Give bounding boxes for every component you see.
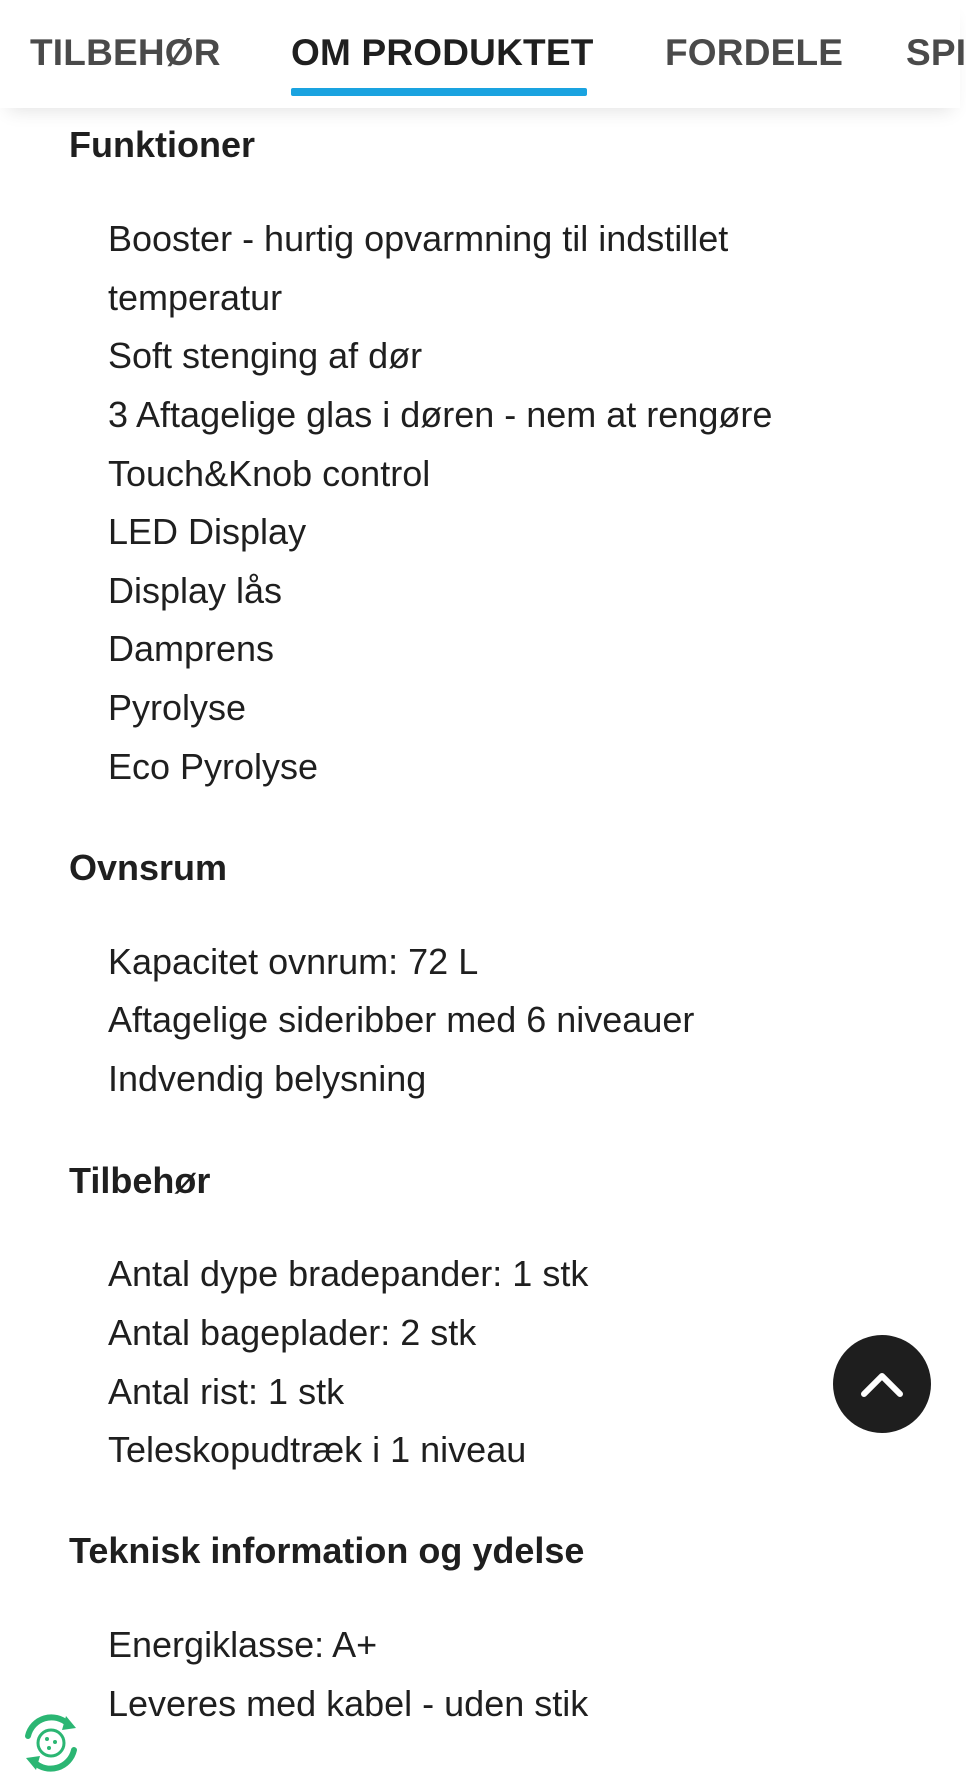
list-item: Booster - hurtig opvarmning til indstillet <box>108 218 729 259</box>
list-item: Indvendig belysning <box>108 1058 427 1099</box>
chevron-up-icon <box>859 1369 905 1399</box>
list-item: 3 Aftagelige glas i døren - nem at rengøre <box>108 394 773 435</box>
list-item: Teleskopudtræk i 1 niveau <box>108 1429 527 1470</box>
section-title-teknisk-information: Teknisk information og ydelse <box>69 1530 585 1571</box>
product-tab-bar <box>0 0 966 108</box>
list-item: Antal rist: 1 stk <box>108 1371 345 1412</box>
list-item: temperatur <box>108 277 283 318</box>
cookie-consent-icon <box>16 1708 86 1778</box>
list-item: Eco Pyrolyse <box>108 746 319 787</box>
section-title-tilbehor: Tilbehør <box>69 1160 211 1201</box>
section-title-funktioner: Funktioner <box>69 124 255 165</box>
list-item: Antal dype bradepander: 1 stk <box>108 1253 589 1294</box>
list-item: Damprens <box>108 628 275 669</box>
list-item: Soft stenging af dør <box>108 335 423 376</box>
list-item: Pyrolyse <box>108 687 247 728</box>
list-item: Aftagelige sideribber med 6 niveauer <box>108 999 695 1040</box>
list-item: Antal bageplader: 2 stk <box>108 1312 477 1353</box>
cookie-consent-button[interactable] <box>16 1708 86 1778</box>
active-tab-indicator <box>291 88 587 96</box>
list-item: Display lås <box>108 570 283 611</box>
list-item: Energiklasse: A+ <box>108 1624 378 1665</box>
scroll-to-top-button[interactable] <box>833 1335 931 1433</box>
tab-fordele[interactable]: FORDELE <box>665 32 844 73</box>
section-title-ovnsrum: Ovnsrum <box>69 847 228 888</box>
tab-om-produktet[interactable]: OM PRODUKTET <box>291 32 594 73</box>
list-item: Touch&Knob control <box>108 453 431 494</box>
tab-specifikationer[interactable]: SPI <box>906 32 966 73</box>
tab-tilbehor[interactable]: TILBEHØR <box>30 32 221 73</box>
list-item: Kapacitet ovnrum: 72 L <box>108 941 479 982</box>
list-item: Leveres med kabel - uden stik <box>108 1683 589 1724</box>
list-item: LED Display <box>108 511 307 552</box>
